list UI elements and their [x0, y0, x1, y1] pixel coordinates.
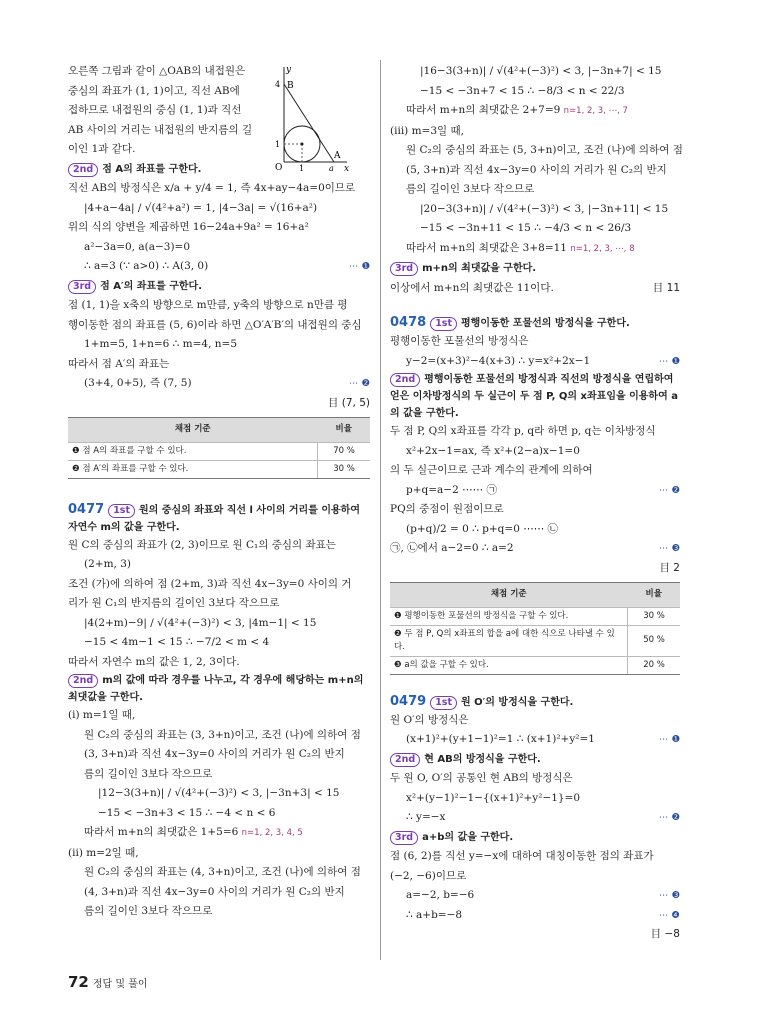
answer-0476: 目 (7, 5): [327, 396, 370, 409]
step-2nd-badge: 2nd: [390, 753, 420, 767]
step-2nd-badge: 2nd: [68, 163, 98, 177]
solution-line: −15 < −3n+3 < 15 ∴ −4 < n < 6: [98, 806, 276, 819]
solution-line: y−2=(x+3)²−4(x+3) ∴ y=x²+2x−1: [406, 354, 591, 367]
solution-line: 행이동한 점의 좌표를 (5, 6)이라 하면 △O′A′B′의 내접원의 중심: [68, 318, 362, 331]
intro-line: AB 사이의 거리는 내접원의 반지름의 길: [68, 123, 253, 136]
point-a-label: A: [334, 151, 341, 161]
solution-line: (p+q)/2 = 0 ∴ p+q=0 ⋯⋯ ㉡: [406, 522, 559, 535]
solution-line: 름의 길이인 3보다 작으므로: [84, 905, 213, 917]
criterion-cell: ❶ 평행이동한 포물선의 방정식을 구할 수 있다.: [390, 607, 628, 625]
solution-line: a²−3a=0, a(a−3)=0: [84, 240, 191, 253]
solution-line: 두 점 P, Q의 x좌표를 각각 p, q라 하면 p, q는 이차방정식: [390, 425, 656, 437]
table-row: [390, 607, 680, 625]
column-divider: [380, 60, 381, 960]
origin-label: O: [275, 163, 283, 172]
solution-line: 따라서 m+n의 최댓값은 1+5=6: [84, 826, 239, 838]
page-footer: [68, 972, 148, 991]
solution-line: (ii) m=2일 때,: [68, 846, 139, 859]
solution-line: |4(2+m)−9| / √(4²+(−3)²) < 3, |4m−1| < 15: [84, 616, 317, 629]
criterion-cell: ❶ 점 A의 좌표를 구할 수 있다.: [68, 442, 318, 460]
step-2nd-badge: 2nd: [68, 674, 98, 688]
step-title: m의 값에 따라 경우를 나누고, 각 경우에 해당하는 m+n의 최댓값을 구한다.: [68, 675, 364, 703]
solution-line: ㉠, ㉡에서 a−2=0 ∴ a=2: [390, 542, 514, 554]
solution-line: (3, 3+n)과 직선 4x−3y=0 사이의 거리가 원 C₂의 반지: [84, 748, 345, 760]
step-marker: ⋯ ❶: [658, 355, 680, 367]
solution-line: ∴ y=−x: [406, 811, 446, 823]
intro-line: 오른쪽 그림과 같이 △OAB의 내접원은: [68, 65, 246, 77]
solution-line: 점 (1, 1)을 x축의 방향으로 m만큼, y축의 방향으로 n만큼 평: [68, 299, 348, 311]
step-2nd-badge: 2nd: [390, 373, 420, 387]
answer-0479: 目 −8: [650, 928, 680, 940]
n-range-note: n=1, 2, 3, 4, 5: [241, 828, 303, 838]
solution-line: (5, 3+n)과 직선 4x−3y=0 사이의 거리가 원 C₂의 반지: [406, 163, 667, 176]
ratio-cell: 30 %: [628, 607, 681, 625]
table-row: [68, 460, 370, 478]
solution-line: 이상에서 m+n의 최댓값은 11이다.: [390, 281, 554, 294]
step-3rd-badge: 3rd: [68, 280, 96, 294]
step-1st-badge: 1st: [430, 696, 457, 710]
table-header: 비율: [628, 583, 681, 608]
solution-line: (4, 3+n)과 직선 4x−3y=0 사이의 거리가 원 C₂의 반지: [84, 885, 345, 898]
solution-line: 따라서 자연수 m의 값은 1, 2, 3이다.: [68, 655, 240, 668]
step-title: 원의 중심의 좌표와 직선 l 사이의 거리를 이용하여 자연수 m의 값을 구한다.: [68, 504, 360, 533]
y-axis-label: y: [286, 65, 292, 75]
solution-line: a=−2, b=−6: [406, 889, 475, 901]
step-marker: ⋯ ❸: [658, 543, 680, 554]
x-tick-a-label: a: [329, 164, 334, 172]
n-range-note: n=1, 2, 3, ⋯, 7: [563, 106, 628, 116]
solution-line: (2+m, 3): [84, 558, 131, 570]
solution-line: ∴ a+b=−8: [406, 908, 463, 921]
solution-line: ∴ a=3 (∵ a>0) ∴ A(3, 0): [84, 260, 209, 272]
solution-line: x²+2x−1=ax, 즉 x²+(2−a)x−1=0: [406, 444, 580, 457]
n-range-note: n=1, 2, 3, ⋯, 8: [570, 243, 635, 254]
ratio-cell: 70 %: [318, 442, 371, 460]
intro-line: 중심의 좌표가 (1, 1)이고, 직선 AB에: [68, 84, 240, 97]
step-title: 평행이동한 포물선의 방정식과 직선의 방정식을 연립하여 얻은 이차방정식의 두 실근이 두 점 P, Q의 x좌표임을 이용하여 a의 값을 구한다.: [390, 374, 678, 419]
step-title: m+n의 최댓값을 구한다.: [422, 263, 537, 274]
solution-line: 의 두 실근이므로 근과 계수의 관계에 의하여: [390, 464, 593, 476]
solution-line: (x+1)²+(y+1−1)²=1 ∴ (x+1)²+y²=1: [406, 733, 595, 745]
criterion-cell: ❷ 점 A′의 좌표를 구할 수 있다.: [68, 460, 318, 478]
solution-line: 조건 (가)에 의하여 점 (2+m, 3)과 직선 4x−3y=0 사이의 거: [68, 577, 352, 590]
solution-line: 원 C의 중심의 좌표가 (2, 3)이므로 원 C₁의 중심의 좌표는: [68, 538, 336, 551]
table-header: 비율: [318, 418, 371, 443]
step-title: a+b의 값을 구한다.: [422, 831, 514, 843]
step-title: 점 A′의 좌표를 구한다.: [100, 280, 203, 292]
solution-line: 원 C₂의 중심의 좌표는 (5, 3+n)이고, 조건 (나)에 의하여 점: [406, 144, 683, 156]
solution-line: (iii) m=3일 때,: [390, 124, 465, 137]
step-title: 현 AB의 방정식을 구한다.: [424, 753, 541, 765]
step-marker: ⋯ ❷: [658, 812, 680, 823]
step-3rd-badge: 3rd: [390, 262, 418, 276]
ratio-cell: 50 %: [628, 625, 681, 656]
solution-line: 점 (6, 2)를 직선 y=−x에 대하여 대칭이동한 점의 좌표가: [390, 850, 654, 862]
intro-line: 이인 1과 같다.: [68, 143, 136, 155]
step-marker: ⋯ ❸: [658, 890, 680, 901]
x-axis-label: x: [344, 164, 350, 172]
solution-line: 원 C₂의 중심의 좌표는 (4, 3+n)이고, 조건 (나)에 의하여 점: [84, 866, 361, 878]
table-header: 채점 기준: [68, 418, 318, 443]
solution-line: −15 < −3n+11 < 15 ∴ −4/3 < n < 26/3: [420, 222, 632, 234]
step-marker: ⋯ ❹: [658, 909, 680, 921]
solution-line: 위의 식의 양변을 제곱하면 16−24a+9a² = 16+a²: [68, 221, 309, 233]
step-marker: ⋯ ❷: [348, 378, 370, 389]
solution-line: −15 < −3n+7 < 15 ∴ −8/3 < n < 22/3: [420, 84, 625, 97]
solution-line: 름의 길이인 3보다 작으므로: [84, 767, 213, 780]
step-marker: ⋯ ❶: [348, 261, 370, 272]
step-1st-badge: 1st: [430, 317, 457, 331]
tick-4-label: 4: [275, 80, 281, 89]
table-header: 채점 기준: [390, 583, 628, 608]
answer-0477: 目 11: [652, 281, 680, 294]
point-b-label: B: [287, 81, 294, 91]
answer-0478: 目 2: [659, 561, 680, 574]
table-row: [390, 656, 680, 674]
left-column: [68, 62, 370, 922]
solution-line: (−2, −6)이므로: [390, 869, 467, 882]
solution-line: x²+(y−1)²−1−{(x+1)²+y²−1}=0: [406, 791, 581, 804]
footer-label: 정답 및 풀이: [92, 979, 148, 990]
ratio-cell: 20 %: [628, 656, 681, 674]
solution-line: 직선 AB의 방정식은 x/a + y/4 = 1, 즉 4x+ay−4a=0이므로: [68, 182, 356, 194]
solution-line: |16−3(3+n)| / √(4²+(−3)²) < 3, |−3n+7| < 15: [420, 65, 662, 77]
right-column: [390, 62, 683, 945]
solution-line: |12−3(3+n)| / √(4²+(−3)²) < 3, |−3n+3| < 15: [98, 787, 340, 799]
solution-line: 름의 길이인 3보다 작으므로: [406, 183, 535, 195]
step-title: 원 O′의 방정식을 구한다.: [461, 696, 574, 708]
x-tick-1-label: 1: [299, 164, 305, 172]
step-title: 평행이동한 포물선의 방정식을 구한다.: [461, 318, 630, 329]
solution-line: (i) m=1일 때,: [68, 709, 136, 721]
solution-line: |20−3(3+n)| / √(4²+(−3)²) < 3, |−3n+11| < 15: [420, 202, 669, 215]
solution-line: 원 O′의 방정식은: [390, 713, 469, 726]
solution-line: (3+4, 0+5), 즉 (7, 5): [84, 377, 192, 389]
step-3rd-badge: 3rd: [390, 831, 418, 845]
step-marker: ⋯ ❷: [658, 484, 680, 496]
problem-number: 0478: [390, 315, 427, 330]
grading-table: [68, 417, 370, 479]
step-marker: ⋯ ❶: [658, 734, 680, 745]
solution-line: 따라서 m+n의 최댓값은 2+7=9: [406, 104, 561, 116]
criterion-cell: ❷ 두 점 P, Q의 x좌표의 합을 a에 대한 식으로 나타낼 수 있다.: [390, 625, 628, 656]
solution-line: −15 < 4m−1 < 15 ∴ −7/2 < m < 4: [84, 636, 270, 648]
solution-line: 따라서 m+n의 최댓값은 3+8=11: [406, 241, 567, 254]
table-row: [68, 442, 370, 460]
table-row: [390, 625, 680, 656]
tick-1-label: 1: [275, 140, 281, 149]
ratio-cell: 30 %: [318, 460, 371, 478]
problem-number: 0479: [390, 693, 427, 709]
solution-line: 평행이동한 포물선의 방정식은: [390, 335, 529, 347]
solution-line: 두 원 O, O′의 공통인 현 AB의 방정식은: [390, 772, 573, 784]
grading-table: [390, 582, 680, 675]
step-title: 점 A의 좌표를 구한다.: [102, 163, 202, 175]
solution-line: 리가 원 C₁의 반지름의 길이인 3보다 작으므로: [68, 597, 280, 609]
solution-line: PQ의 중점이 원점이므로: [390, 503, 504, 515]
solution-line: 원 C₂의 중심의 좌표는 (3, 3+n)이고, 조건 (나)에 의하여 점: [84, 728, 361, 741]
page-number: 72: [68, 973, 89, 991]
problem-number: 0477: [68, 501, 105, 517]
step-1st-badge: 1st: [108, 504, 135, 518]
intro-line: 접하므로 내접원의 중심 (1, 1)과 직선: [68, 104, 242, 116]
solution-line: |4+a−4a| / √(4²+a²) = 1, |4−3a| = √(16+a²): [84, 201, 318, 214]
solution-line: 따라서 점 A′의 좌표는: [68, 357, 170, 370]
solution-line: 1+m=5, 1+n=6 ∴ m=4, n=5: [84, 338, 238, 350]
solution-line: p+q=a−2 ⋯⋯ ㉠: [406, 483, 497, 496]
criterion-cell: ❸ a의 값을 구할 수 있다.: [390, 656, 628, 674]
